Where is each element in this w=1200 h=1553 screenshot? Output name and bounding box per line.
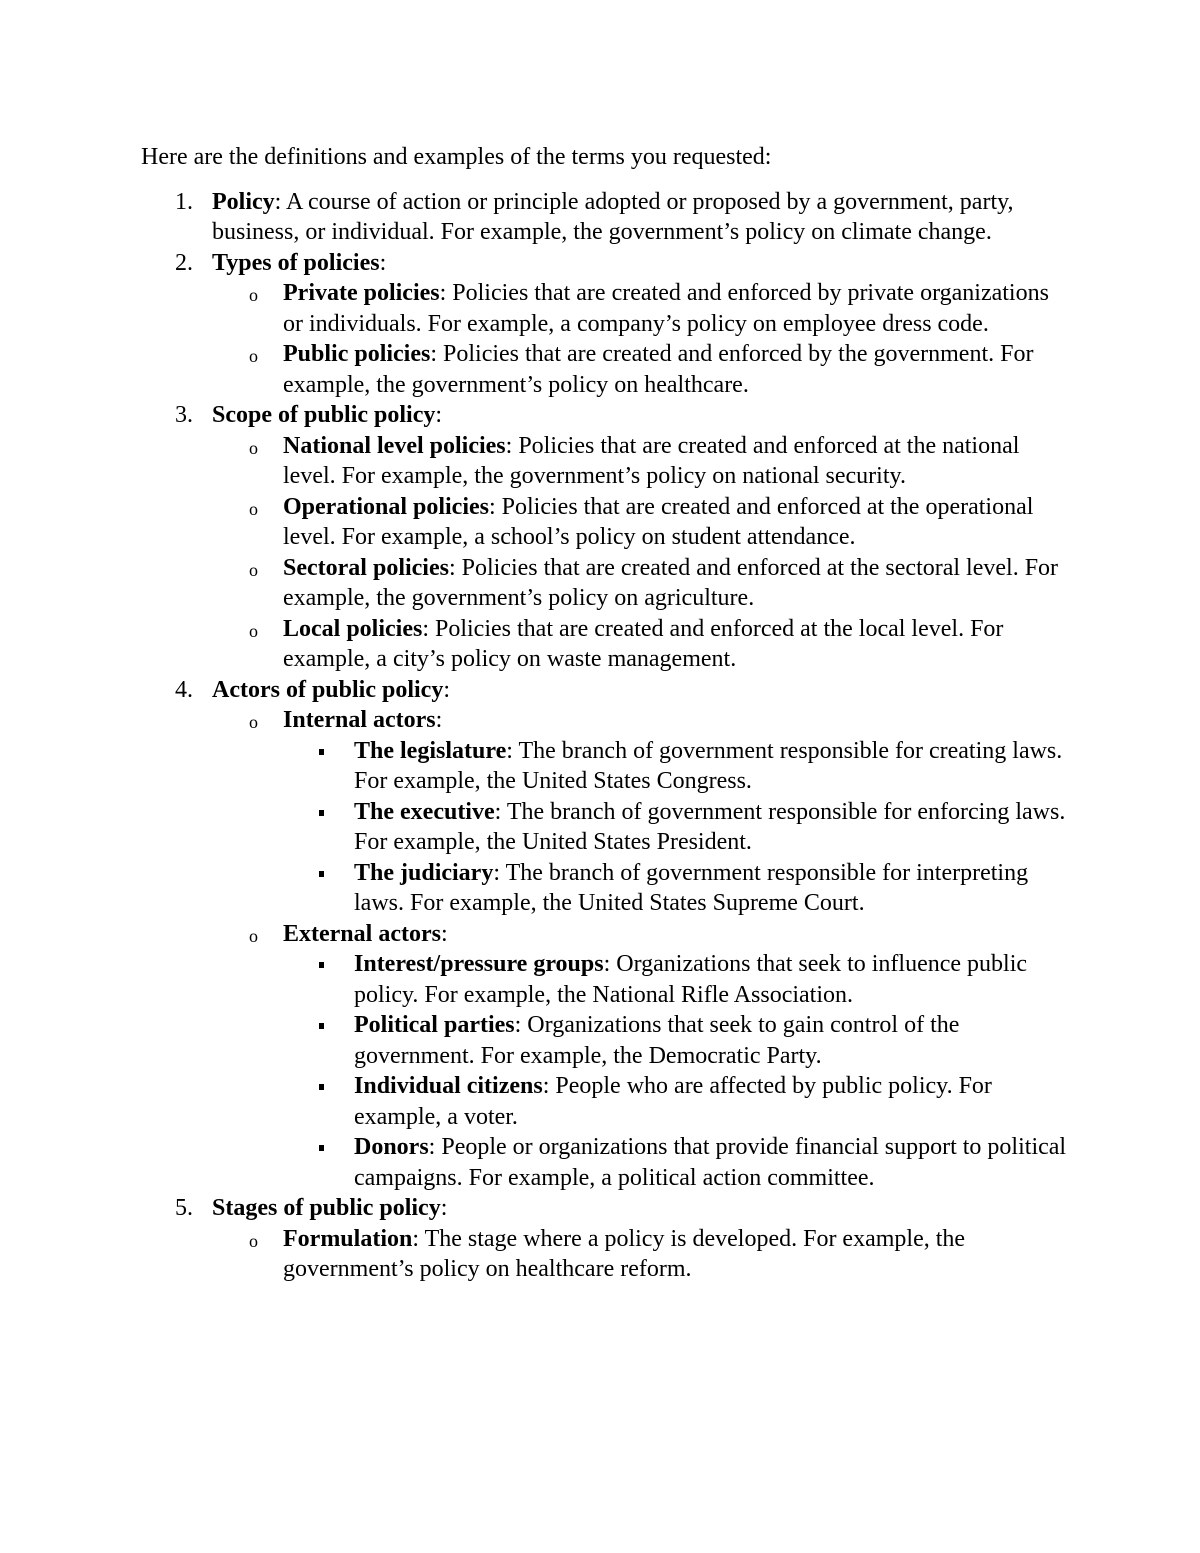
definition: : Policies that are created and enforced by private organizations or individuals. For example, a company’s policy on employee dress code. (283, 280, 1049, 337)
term: Actors of public policy (212, 676, 444, 703)
circle-bullet-icon: o (249, 559, 258, 580)
definition: : The stage where a policy is developed. For example, the government’s policy on healthcare reform. (283, 1225, 966, 1282)
term: Operational policies (283, 493, 489, 520)
term: Policy (212, 188, 275, 215)
square-bullet-icon (319, 871, 324, 877)
definition: : People or organizations that provide financial support to political campaigns. For example, a political action committee. (354, 1134, 1067, 1191)
term: Types of policies (212, 249, 380, 276)
definition: : Policies that are created and enforced by the government. For example, the government’s policy on healthcare. (283, 341, 1034, 398)
document-page (141, 142, 1071, 1285)
definition: : Organizations that seek to influence public policy. For example, the National Rifle Association. (354, 951, 1028, 1008)
term: Sectoral policies (283, 554, 449, 581)
definition: : Policies that are created and enforced at the sectoral level. For example, the government’s policy on agriculture. (283, 554, 1059, 611)
sub-list (212, 1224, 1071, 1285)
sub-item-private-policies (212, 278, 1071, 339)
definition: : The branch of government responsible for enforcing laws. For example, the United States President. (354, 798, 1066, 855)
sub-sub-item-judiciary (283, 858, 1071, 919)
sub-item-local-policies (212, 614, 1071, 675)
square-bullet-icon (319, 749, 324, 755)
term: Scope of public policy (212, 402, 436, 428)
terms-list (141, 187, 1071, 1285)
intro-paragraph: Here are the definitions and examples of the terms you requested: (141, 144, 772, 170)
sub-list (212, 278, 1071, 400)
circle-bullet-icon: o (249, 437, 258, 458)
square-bullet-icon (319, 810, 324, 816)
circle-bullet-icon: o (249, 712, 258, 732)
circle-bullet-icon: o (249, 346, 258, 366)
term: The executive (354, 798, 495, 825)
definition: : (443, 676, 450, 703)
sub-sub-item-individual-citizens (283, 1071, 1071, 1132)
definition: : (440, 920, 448, 947)
definition: : Policies that are created and enforced at the operational level. For example, a school’s policy on student attendance. (283, 493, 1034, 550)
definition: : Organizations that seek to gain control of the government. For example, the Democratic Party. (354, 1012, 960, 1069)
definition: : The branch of government responsible for creating laws. For example, the United States Congress. (354, 737, 1063, 794)
circle-bullet-icon: o (249, 498, 258, 519)
list-item-actors-of-public-policy (141, 675, 1071, 1194)
definition: : (435, 707, 443, 733)
term: The legislature (354, 737, 507, 764)
square-bullet-icon (319, 1084, 324, 1090)
square-bullet-icon (319, 962, 324, 968)
circle-bullet-icon: o (249, 925, 258, 946)
list-number: 5. (175, 1195, 193, 1221)
circle-bullet-icon: o (249, 285, 258, 305)
term: Internal actors (283, 707, 436, 733)
sub-list (212, 705, 1071, 1193)
term: Political parties (354, 1012, 515, 1038)
sub-list (212, 431, 1071, 675)
sub-item-sectoral-policies (212, 553, 1071, 614)
list-item-scope-of-public-policy (141, 400, 1071, 675)
definition: : (379, 249, 387, 276)
term: Individual citizens (354, 1073, 543, 1099)
sub-item-internal-actors (212, 705, 1071, 919)
sub-sub-item-executive (283, 797, 1071, 858)
definition: : (440, 1195, 448, 1221)
term: Interest/pressure groups (354, 951, 604, 977)
list-number: 3. (175, 402, 193, 428)
sub-item-national-level-policies (212, 431, 1071, 492)
definition: : A course of action or principle adopted or proposed by a government, party, business, or individual. For example, the government’s policy on climate change. (212, 188, 1014, 245)
term: Stages of public policy (212, 1195, 441, 1221)
sub-sub-item-political-parties (283, 1010, 1071, 1071)
circle-bullet-icon: o (249, 620, 258, 641)
term: Local policies (283, 615, 423, 642)
term: Public policies (283, 341, 431, 367)
list-number: 1. (175, 188, 193, 215)
term: National level policies (283, 432, 506, 459)
sub-item-operational-policies (212, 492, 1071, 553)
sub-sub-list (283, 736, 1071, 919)
list-item-stages-of-public-policy (141, 1193, 1071, 1285)
definition: : The branch of government responsible for interpreting laws. For example, the United States Supreme Court. (354, 859, 1029, 916)
term: Formulation (283, 1225, 413, 1252)
definition: : People who are affected by public policy. For example, a voter. (354, 1073, 992, 1130)
sub-sub-item-donors (283, 1132, 1071, 1193)
sub-item-public-policies (212, 339, 1071, 400)
square-bullet-icon (319, 1023, 324, 1029)
list-item-policy (141, 187, 1071, 248)
definition: : Policies that are created and enforced at the local level. For example, a city’s policy on waste management. (283, 615, 1004, 672)
term: Private policies (283, 280, 440, 306)
sub-sub-item-interest-groups (283, 949, 1071, 1010)
square-bullet-icon (319, 1145, 324, 1151)
list-number: 2. (175, 249, 193, 276)
sub-sub-list (283, 949, 1071, 1193)
definition: : (435, 402, 443, 428)
list-item-types-of-policies (141, 248, 1071, 401)
sub-item-formulation (212, 1224, 1071, 1285)
sub-sub-item-legislature (283, 736, 1071, 797)
term: Donors (354, 1134, 429, 1160)
term: External actors (283, 920, 441, 947)
sub-item-external-actors (212, 919, 1071, 1194)
term: The judiciary (354, 859, 494, 886)
circle-bullet-icon: o (249, 1230, 258, 1251)
list-number: 4. (175, 676, 193, 703)
definition: : Policies that are created and enforced at the national level. For example, the government’s policy on national security. (283, 432, 1020, 489)
